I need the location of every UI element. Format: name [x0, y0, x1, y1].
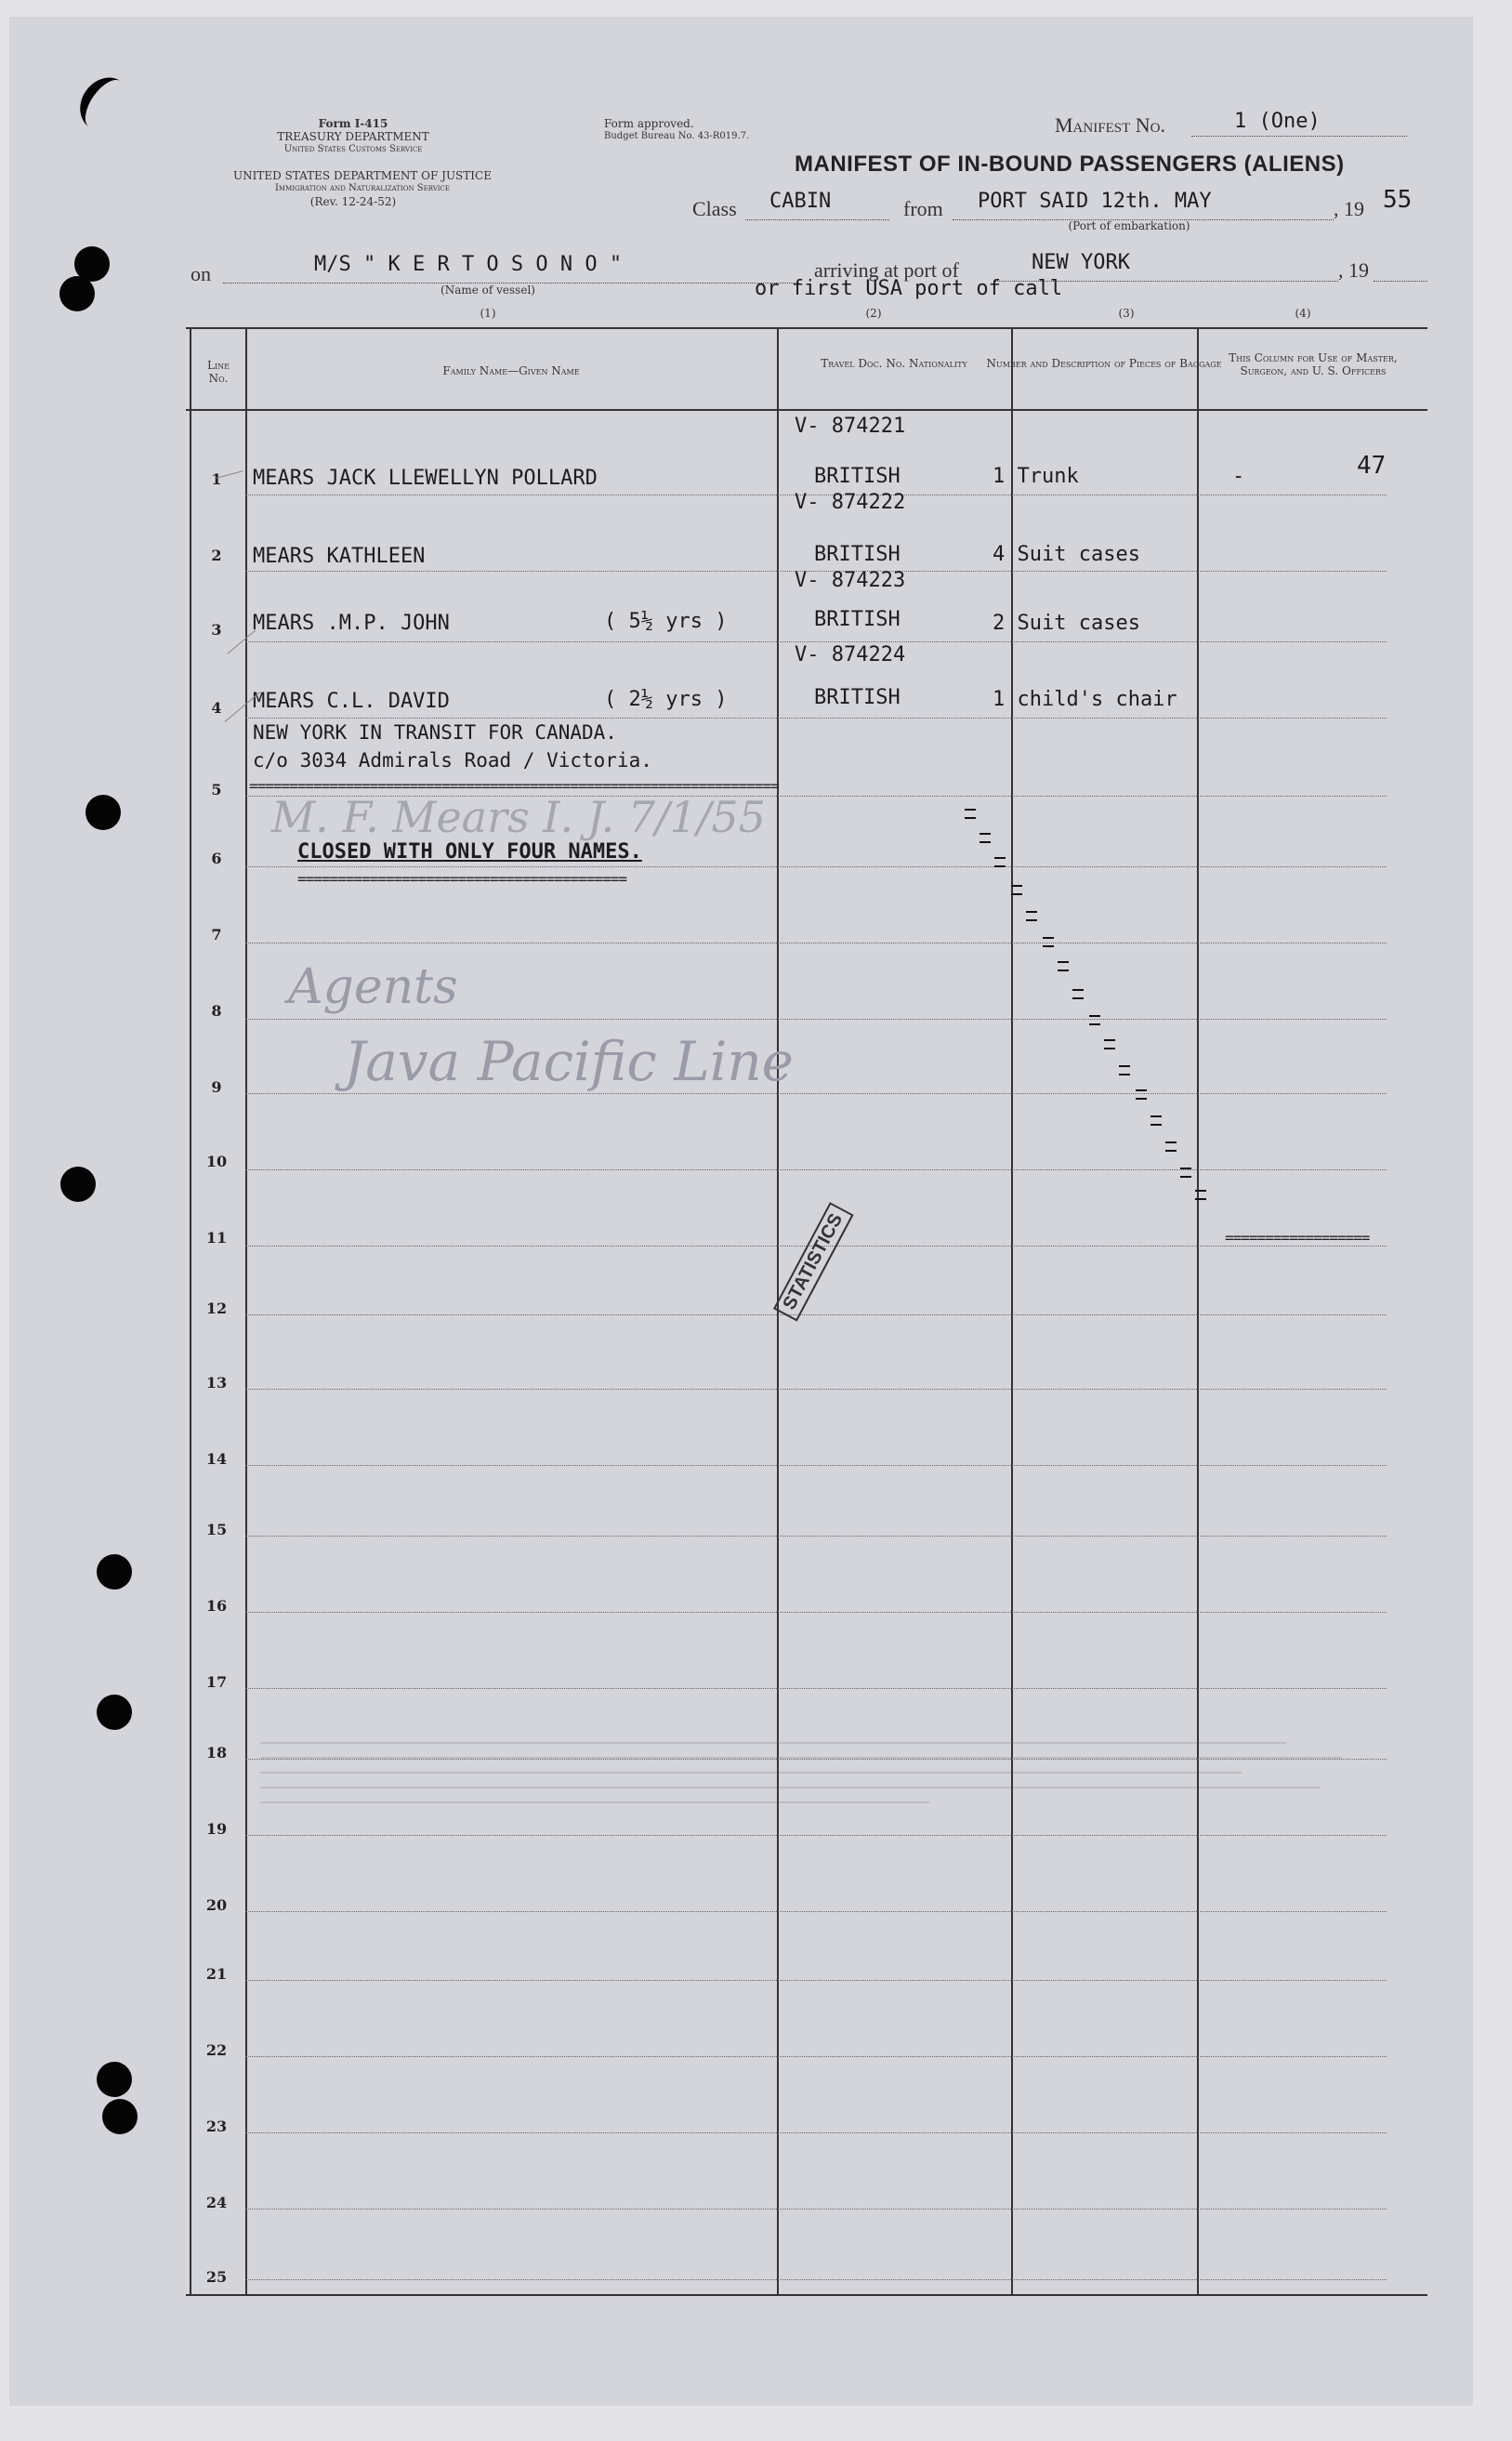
line-number: 6	[211, 850, 222, 867]
column-header-officers: This Column for Use of Master, Surgeon, and U. S. Officers	[1229, 351, 1398, 377]
budget-bureau: Budget Bureau No. 43-R019.7.	[604, 131, 750, 141]
cancel-mark	[1165, 1141, 1177, 1152]
travel-doc-number: V- 874221	[795, 415, 906, 438]
row-line	[245, 2056, 1387, 2057]
passenger-age: ( 5½ yrs )	[604, 610, 728, 633]
row-line	[245, 1465, 1387, 1466]
revision-date: (Rev. 12-24-52)	[309, 195, 397, 208]
class-value: CABIN	[769, 190, 832, 213]
manifest-no-value: 1 (One)	[1234, 110, 1321, 133]
row-line	[245, 1019, 1387, 1020]
ins-service: Immigration and Naturalization Service	[274, 183, 451, 193]
line-number: 25	[205, 2268, 228, 2286]
passenger-name: MEARS C.L. DAVID	[253, 690, 450, 713]
class-label: Class	[692, 197, 737, 220]
line-number: 16	[205, 1597, 228, 1615]
column-header-baggage: Number and Description of Pieces of Baggage	[986, 357, 1222, 370]
column-divider-line-no	[245, 327, 247, 2296]
cancel-mark	[1104, 1039, 1115, 1049]
arriving-year-underline	[1374, 281, 1427, 282]
punch-hole	[85, 795, 121, 830]
passenger-name: MEARS JACK LLEWELLYN POLLARD	[253, 467, 598, 490]
line-number: 24	[205, 2194, 228, 2211]
officer-dash: -	[1232, 465, 1245, 488]
handwritten-agents: Agents	[288, 959, 458, 1015]
punch-hole	[60, 1167, 96, 1202]
table-top-border	[186, 327, 1427, 329]
cancel-rule: ==================	[1225, 1229, 1370, 1247]
table-bottom-border	[186, 2294, 1427, 2296]
table-header-rule	[186, 409, 1427, 411]
line-number: 22	[205, 2041, 228, 2059]
bleed-through-text	[260, 1729, 1375, 1915]
punch-hole	[59, 276, 95, 311]
punch-hole	[102, 2099, 138, 2134]
arriving-port: NEW YORK	[1032, 251, 1130, 274]
row-line	[245, 2132, 1387, 2133]
cancel-mark	[1195, 1190, 1206, 1200]
baggage-description: 4 Suit cases	[993, 543, 1140, 566]
vessel-caption: (Name of vessel)	[440, 284, 535, 297]
closed-note-rule: =========================================	[297, 870, 626, 888]
from-value: PORT SAID 12th. MAY	[978, 190, 1212, 213]
row-line	[245, 1688, 1387, 1689]
cancel-mark	[1180, 1168, 1191, 1178]
year-value: 55	[1383, 186, 1413, 214]
cancel-mark	[1043, 937, 1054, 947]
line-number: 21	[205, 1965, 228, 1983]
row-line	[245, 1980, 1387, 1981]
address-line: c/o 3034 Admirals Road / Victoria.	[253, 749, 652, 772]
manifest-title: MANIFEST OF IN-BOUND PASSENGERS (ALIENS)	[795, 152, 1345, 177]
passenger-name: MEARS .M.P. JOHN	[253, 612, 450, 635]
cancel-mark	[1150, 1115, 1162, 1126]
nationality: BRITISH	[814, 686, 901, 709]
column-number-3: (3)	[1118, 307, 1135, 320]
on-label: on	[191, 262, 211, 285]
line-number: 8	[211, 1002, 222, 1020]
cancel-mark	[1026, 911, 1037, 921]
cancel-mark	[1072, 989, 1084, 999]
form-approved: Form approved.	[604, 117, 694, 130]
handwritten-signature: M. F. Mears I. J. 7/1/55	[271, 792, 766, 842]
closed-note: CLOSED WITH ONLY FOUR NAMES.	[297, 840, 642, 864]
row-line	[245, 1536, 1387, 1537]
column-divider-officers	[1197, 327, 1199, 2296]
cancel-mark	[980, 833, 991, 843]
row-line	[245, 1093, 1387, 1094]
row-line	[245, 1314, 1387, 1315]
first-port-of-call: or first USA port of call	[755, 277, 1063, 300]
punch-hole	[97, 2062, 132, 2097]
row-line	[245, 1169, 1387, 1170]
cancel-mark	[965, 809, 976, 819]
nationality: BRITISH	[814, 465, 901, 488]
arriving-label: arriving at port of	[814, 258, 959, 282]
passenger-age: ( 2½ yrs )	[604, 688, 728, 711]
line-number: 23	[205, 2118, 228, 2135]
row-line	[245, 641, 1387, 642]
punch-hole	[97, 1695, 132, 1730]
line-number: 9	[211, 1078, 222, 1096]
column-header-name: Family Name—Given Name	[442, 364, 580, 377]
handwritten-line-name: Java Pacific Line	[344, 1030, 794, 1093]
row-line	[245, 866, 1387, 867]
cancel-mark	[1136, 1089, 1147, 1100]
column-number-2: (2)	[865, 307, 882, 320]
baggage-description: 1 Trunk	[993, 465, 1079, 488]
line-number: 18	[205, 1744, 228, 1761]
travel-doc-number: V- 874224	[795, 643, 906, 666]
arriving-year: , 19	[1338, 258, 1369, 282]
cancel-mark	[1058, 961, 1069, 971]
passenger-name: MEARS KATHLEEN	[253, 545, 426, 568]
column-header-travel-doc: Travel Doc. No. Nationality	[821, 357, 967, 370]
line-number: 11	[205, 1229, 228, 1247]
line-number: 5	[211, 781, 222, 798]
table-left-border	[190, 327, 191, 2296]
baggage-description: 2 Suit cases	[993, 612, 1140, 635]
line-number: 17	[205, 1673, 228, 1691]
department-of-justice: UNITED STATES DEPARTMENT OF JUSTICE	[233, 169, 492, 182]
line-number: 2	[211, 547, 222, 564]
line-number: 15	[205, 1521, 228, 1538]
line-number: 3	[211, 621, 222, 639]
treasury-department: TREASURY DEPARTMENT	[277, 130, 429, 143]
travel-doc-number: V- 874222	[795, 491, 906, 514]
closing-rule: ==================================================================	[249, 777, 779, 795]
line-number: 4	[211, 699, 222, 717]
travel-doc-number: V- 874223	[795, 569, 906, 592]
cancel-mark	[1119, 1065, 1130, 1075]
row-line	[245, 2279, 1387, 2280]
cancel-mark	[1089, 1015, 1100, 1025]
year-prefix: , 19	[1334, 197, 1364, 220]
line-number: 7	[211, 926, 222, 943]
line-number: 19	[205, 1820, 228, 1838]
line-number: 10	[205, 1153, 228, 1170]
line-number: 1	[211, 470, 222, 488]
cancel-mark	[994, 857, 1006, 867]
from-label: from	[903, 197, 943, 220]
line-number: 12	[205, 1300, 228, 1317]
row-line	[245, 1612, 1387, 1613]
column-header-line-no: Line No.	[207, 359, 230, 385]
punch-hole	[97, 1554, 132, 1590]
line-number: 14	[205, 1450, 228, 1468]
customs-service: United States Customs Service	[283, 144, 423, 154]
statistics-stamp: STATISTICS	[773, 1202, 853, 1321]
row-line	[245, 2209, 1387, 2210]
class-underline	[745, 219, 889, 220]
line-number: 13	[205, 1374, 228, 1392]
baggage-description: 1 child's chair	[993, 688, 1177, 711]
port-of-embarkation-caption: (Port of embarkation)	[1068, 219, 1190, 232]
row-line	[245, 718, 1387, 719]
officer-note: 47	[1357, 452, 1387, 480]
row-line	[245, 1389, 1387, 1390]
address-line: NEW YORK IN TRANSIT FOR CANADA.	[253, 721, 617, 744]
line-number: 20	[205, 1896, 228, 1914]
vessel-name: M/S " K E R T O S O N O "	[314, 253, 623, 276]
manifest-no-underline	[1191, 136, 1407, 137]
nationality: BRITISH	[814, 543, 901, 566]
column-number-1: (1)	[480, 307, 496, 320]
cancel-mark	[1011, 885, 1022, 895]
form-number: Form I-415	[318, 117, 388, 130]
nationality: BRITISH	[814, 608, 901, 631]
manifest-no-label: Manifest No.	[1055, 113, 1165, 137]
column-number-4: (4)	[1295, 307, 1311, 320]
